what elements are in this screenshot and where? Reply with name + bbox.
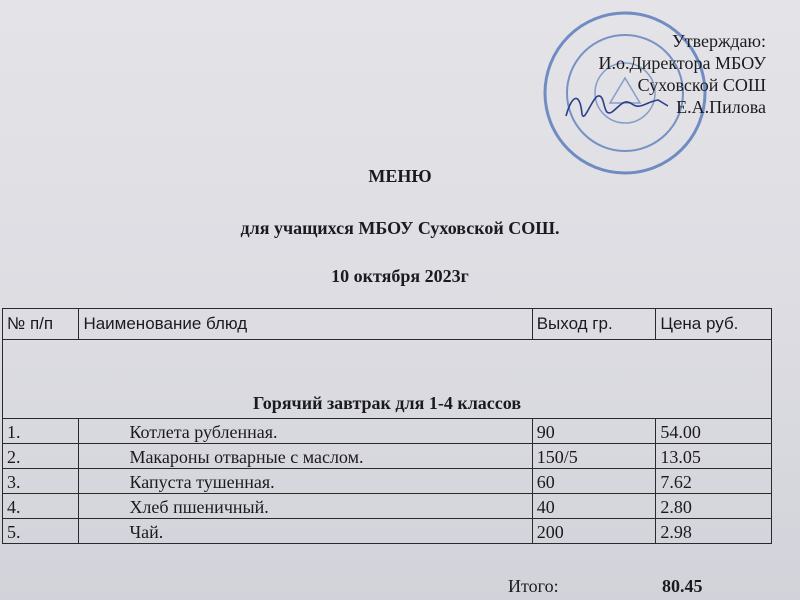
row-dish: Хлеб пшеничный. xyxy=(79,494,532,519)
table-row xyxy=(3,444,772,469)
approve-label: Утверждаю: xyxy=(671,31,766,51)
row-price: 2.80 xyxy=(656,494,772,519)
row-weight: 150/5 xyxy=(532,444,656,469)
row-number: 3. xyxy=(3,469,79,494)
row-dish: Капуста тушенная. xyxy=(79,469,532,494)
signature-icon xyxy=(562,84,672,128)
col-weight: Выход гр. xyxy=(532,309,656,340)
row-dish: Чай. xyxy=(79,519,532,544)
table-row xyxy=(3,419,772,444)
section-title: Горячий завтрак для 1-4 классов xyxy=(3,340,772,419)
row-weight: 200 xyxy=(532,519,656,544)
row-price: 7.62 xyxy=(656,469,772,494)
row-weight: 90 xyxy=(532,419,656,444)
row-number: 2. xyxy=(3,444,79,469)
row-dish: Макароны отварные с маслом. xyxy=(79,444,532,469)
menu-date: 10 октября 2023г xyxy=(331,266,469,286)
approve-school: Суховской СОШ xyxy=(637,75,766,95)
table-header-row xyxy=(3,309,772,340)
approve-name: Е.А.Пилова xyxy=(676,97,766,117)
menu-table xyxy=(2,308,772,544)
table-row xyxy=(3,519,772,544)
total-value: 80.45 xyxy=(662,576,703,596)
total-label: Итого: xyxy=(508,576,559,596)
section-row xyxy=(3,340,772,419)
row-price: 54.00 xyxy=(656,419,772,444)
row-number: 1. xyxy=(3,419,79,444)
page-subtitle: для учащихся МБОУ Суховской СОШ. xyxy=(240,218,560,238)
table-row xyxy=(3,494,772,519)
row-price: 13.05 xyxy=(656,444,772,469)
row-dish: Котлета рубленная. xyxy=(79,419,532,444)
row-price: 2.98 xyxy=(656,519,772,544)
table-row xyxy=(3,469,772,494)
row-weight: 40 xyxy=(532,494,656,519)
approve-position: И.о.Директора МБОУ xyxy=(598,53,766,73)
row-number: 4. xyxy=(3,494,79,519)
row-number: 5. xyxy=(3,519,79,544)
row-weight: 60 xyxy=(532,469,656,494)
page-title: МЕНЮ xyxy=(368,166,432,186)
col-number: № п/п xyxy=(3,309,79,340)
col-price: Цена руб. xyxy=(656,309,772,340)
col-dish-name: Наименование блюд xyxy=(79,309,532,340)
